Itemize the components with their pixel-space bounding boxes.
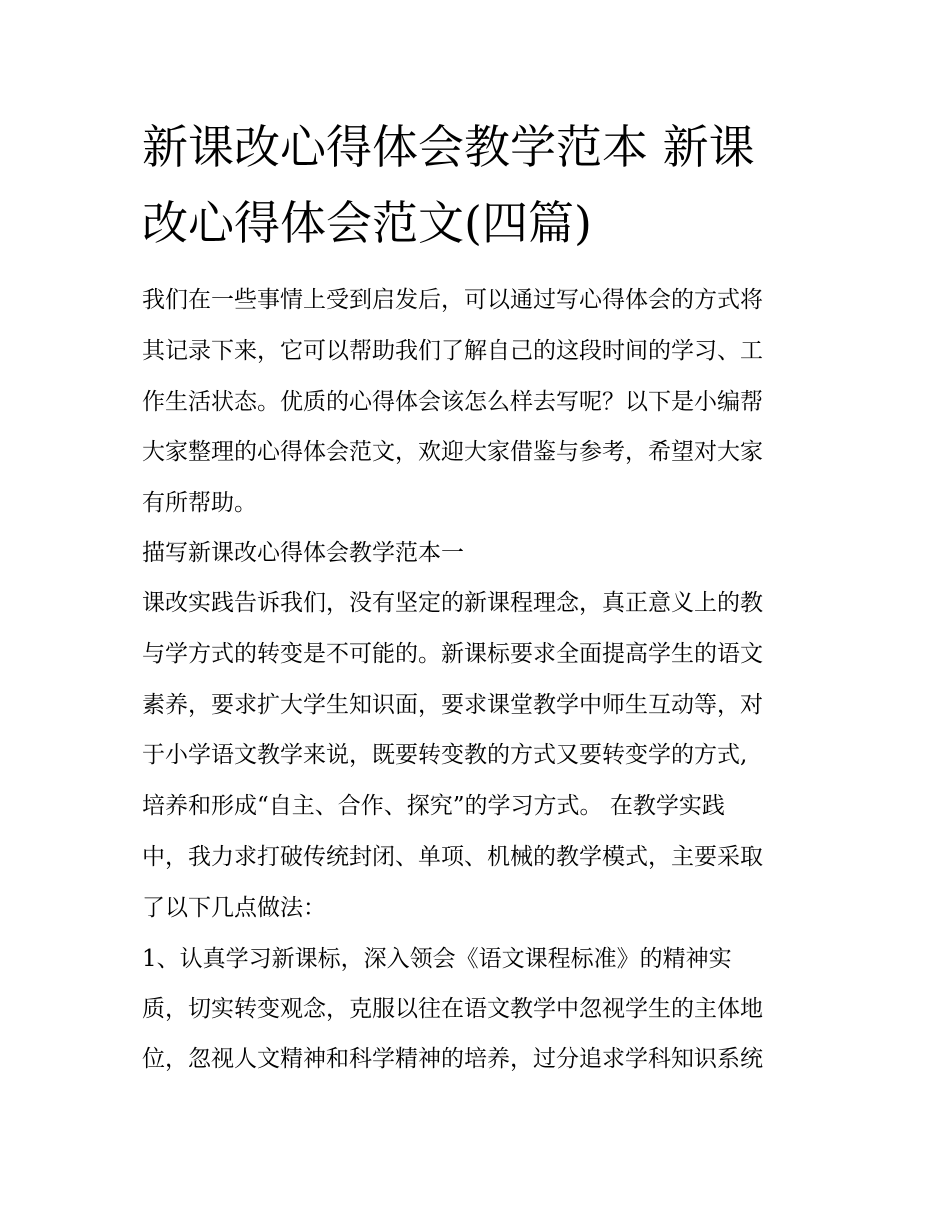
paragraph-line: 作生活状态。优质的心得体会该怎么样去写呢？以下是小编帮 bbox=[142, 389, 763, 415]
paragraph-line: 了以下几点做法： bbox=[142, 895, 326, 921]
paragraph-line: 与学方式的转变是不可能的。新课标要求全面提高学生的语文 bbox=[142, 641, 763, 667]
section-heading: 描写新课改心得体会教学范本一 bbox=[142, 540, 464, 566]
paragraph-line: 培养和形成“自主、合作、探究”的学习方式。 在教学实践 bbox=[142, 793, 725, 819]
paragraph-line: 位，忽视人文精神和科学精神的培养，过分追求学科知识系统 bbox=[142, 1046, 763, 1072]
list-item-line: 1、认真学习新课标，深入领会《语文课程标准》的精神实 bbox=[142, 946, 732, 972]
document-title-line-2: 改心得体会范文(四篇) bbox=[142, 196, 592, 250]
paragraph-line: 大家整理的心得体会范文，欢迎大家借鉴与参考，希望对大家 bbox=[142, 439, 763, 465]
paragraph-line: 其记录下来，它可以帮助我们了解自己的这段时间的学习、工 bbox=[142, 338, 763, 364]
paragraph-line: 中，我力求打破传统封闭、单项、机械的教学模式，主要采取 bbox=[142, 844, 763, 870]
document-title-line-1: 新课改心得体会教学范本 新课 bbox=[142, 120, 755, 174]
paragraph-line: 质，切实转变观念，克服以往在语文教学中忽视学生的主体地 bbox=[142, 996, 763, 1022]
paragraph-line: 我们在一些事情上受到启发后，可以通过写心得体会的方式将 bbox=[142, 287, 763, 313]
paragraph-line: 于小学语文教学来说，既要转变教的方式又要转变学的方式, bbox=[142, 742, 748, 768]
paragraph-line: 有所帮助。 bbox=[142, 490, 257, 516]
paragraph-line: 课改实践告诉我们，没有坚定的新课程理念，真正意义上的教 bbox=[142, 590, 763, 616]
paragraph-line: 素养，要求扩大学生知识面，要求课堂教学中师生互动等，对 bbox=[142, 692, 763, 718]
